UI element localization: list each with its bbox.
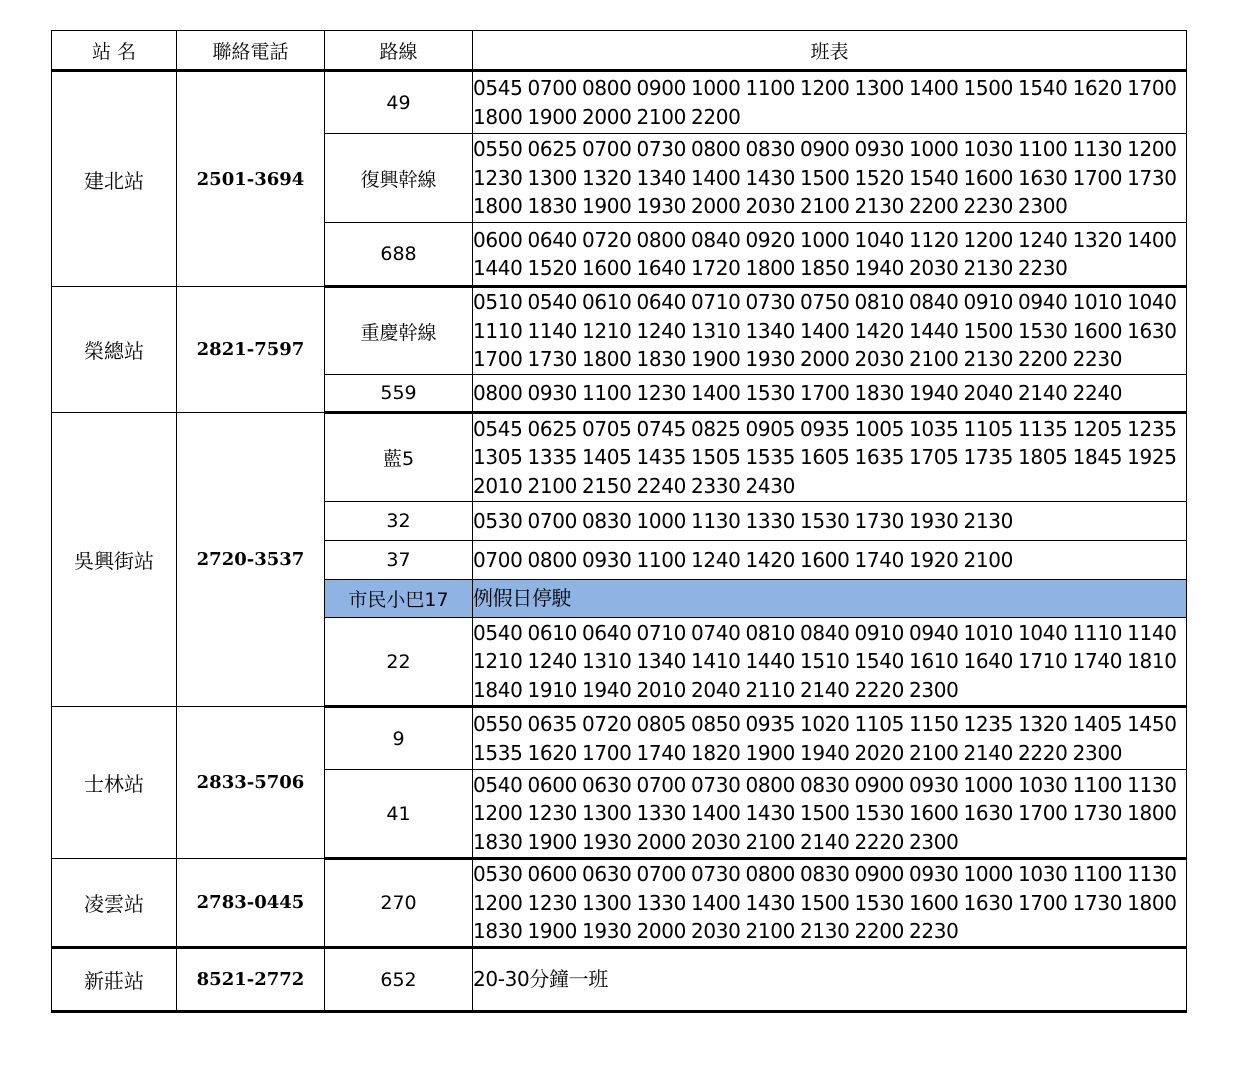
header-row: [52, 31, 1187, 71]
table-row: [52, 287, 1187, 375]
table-row: [52, 71, 1187, 134]
route-number: 559: [325, 375, 473, 413]
table-row: [52, 413, 1187, 502]
route-schedule: 0550 0625 0700 0730 0800 0830 0900 0930 1000 1030 1100 1130 1200 1230 1300 1320 1340 1400 1430 1500 1520 1540 1600 1630 1700 1730 1800 1830 1900 1930 2000 2030 2100 2130 2200 2230 2300: [473, 134, 1187, 223]
station-phone: 8521-2772: [177, 948, 325, 1012]
route-number: 37: [325, 541, 473, 580]
station-phone: 2720-3537: [177, 413, 325, 707]
route-number: 重慶幹線: [325, 287, 473, 375]
route-schedule: 0540 0600 0630 0700 0730 0800 0830 0900 0930 1000 1030 1100 1130 1200 1230 1300 1330 1400 1430 1500 1530 1600 1630 1700 1730 1800 1830 1900 1930 2000 2030 2100 2140 2220 2300: [473, 770, 1187, 859]
station-phone: 2501-3694: [177, 71, 325, 287]
route-number: 32: [325, 502, 473, 541]
route-schedule: 20-30分鐘一班: [473, 948, 1187, 1012]
route-number: 41: [325, 770, 473, 859]
route-schedule: 0550 0635 0720 0805 0850 0935 1020 1105 1150 1235 1320 1405 1450 1535 1620 1700 1740 1820 1900 1940 2020 2100 2140 2220 2300: [473, 707, 1187, 770]
route-schedule: 例假日停駛: [473, 580, 1187, 618]
route-number: 9: [325, 707, 473, 770]
station-name: 新莊站: [52, 948, 177, 1012]
route-number: 復興幹線: [325, 134, 473, 223]
route-schedule: 0545 0700 0800 0900 1000 1100 1200 1300 1400 1500 1540 1620 1700 1800 1900 2000 2100 2200: [473, 71, 1187, 134]
route-schedule: 0545 0625 0705 0745 0825 0905 0935 1005 1035 1105 1135 1205 1235 1305 1335 1405 1435 1505 1535 1605 1635 1705 1735 1805 1845 1925 2010 2100 2150 2240 2330 2430: [473, 413, 1187, 502]
route-schedule: 0800 0930 1100 1230 1400 1530 1700 1830 1940 2040 2140 2240: [473, 375, 1187, 413]
header-route: 路線: [325, 31, 473, 71]
station-name: 凌雲站: [52, 859, 177, 948]
route-number: 49: [325, 71, 473, 134]
route-number: 652: [325, 948, 473, 1012]
station-name: 士林站: [52, 707, 177, 859]
station-name: 建北站: [52, 71, 177, 287]
header-phone: 聯絡電話: [177, 31, 325, 71]
table-row: [52, 948, 1187, 1012]
header-schedule: 班表: [473, 31, 1187, 71]
route-schedule: 0510 0540 0610 0640 0710 0730 0750 0810 0840 0910 0940 1010 1040 1110 1140 1210 1240 1310 1340 1400 1420 1440 1500 1530 1600 1630 1700 1730 1800 1830 1900 1930 2000 2030 2100 2130 2200 2230: [473, 287, 1187, 375]
bus-timetable: [51, 30, 1187, 1013]
route-schedule: 0600 0640 0720 0800 0840 0920 1000 1040 1120 1200 1240 1320 1400 1440 1520 1600 1640 1720 1800 1850 1940 2030 2130 2230: [473, 223, 1187, 287]
route-schedule: 0530 0600 0630 0700 0730 0800 0830 0900 0930 1000 1030 1100 1130 1200 1230 1300 1330 1400 1430 1500 1530 1600 1630 1700 1730 1800 1830 1900 1930 2000 2030 2100 2130 2200 2230: [473, 859, 1187, 948]
route-schedule: 0540 0610 0640 0710 0740 0810 0840 0910 0940 1010 1040 1110 1140 1210 1240 1310 1340 1410 1440 1510 1540 1610 1640 1710 1740 1810 1840 1910 1940 2010 2040 2110 2140 2220 2300: [473, 618, 1187, 707]
route-number: 270: [325, 859, 473, 948]
route-number: 22: [325, 618, 473, 707]
station-phone: 2783-0445: [177, 859, 325, 948]
station-phone: 2833-5706: [177, 707, 325, 859]
route-number: 市民小巴17: [325, 580, 473, 618]
table-row: [52, 859, 1187, 948]
table-row: [52, 707, 1187, 770]
route-number: 藍5: [325, 413, 473, 502]
station-name: 吳興街站: [52, 413, 177, 707]
route-schedule: 0530 0700 0830 1000 1130 1330 1530 1730 1930 2130: [473, 502, 1187, 541]
station-phone: 2821-7597: [177, 287, 325, 413]
station-name: 榮總站: [52, 287, 177, 413]
header-station: 站 名: [52, 31, 177, 71]
route-number: 688: [325, 223, 473, 287]
route-schedule: 0700 0800 0930 1100 1240 1420 1600 1740 1920 2100: [473, 541, 1187, 580]
